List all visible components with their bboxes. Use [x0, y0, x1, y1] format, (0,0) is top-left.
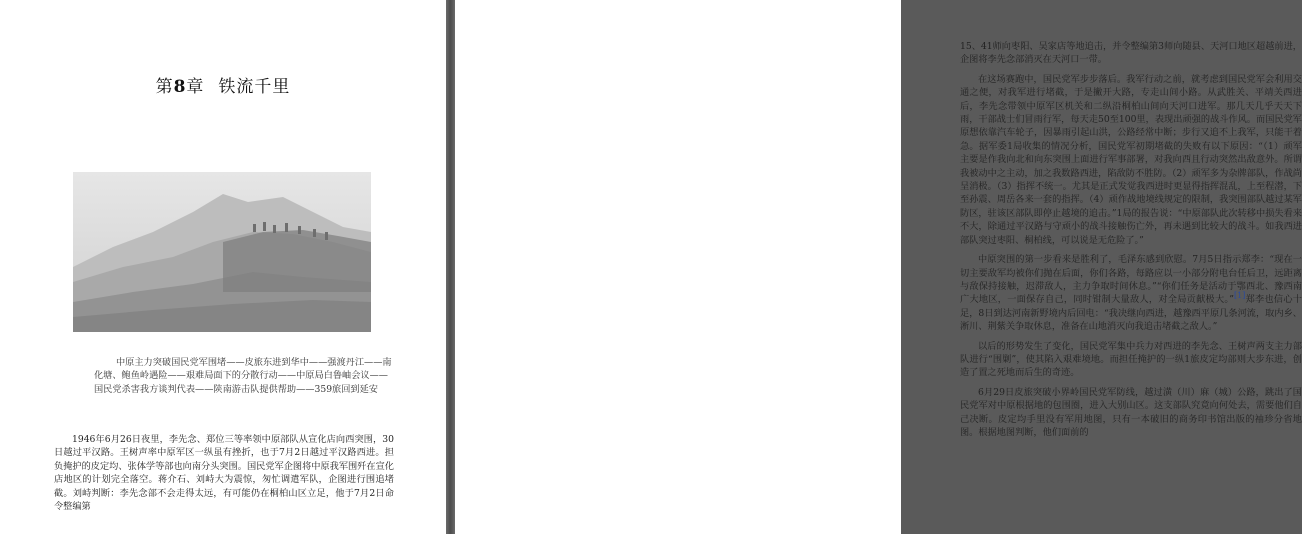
paragraph-text: 郑李也信心十足，8日到达河南新野境内后回电：“我决继向西进，越豫西平原几条河流，取内乡、淅川、荆紫关争取休息，准备在山地消灭向我追击堵截之敌人。”	[960, 294, 1302, 333]
right-page	[455, 0, 1302, 534]
chapter-number: 8	[173, 77, 187, 97]
chapter-title	[0, 72, 446, 97]
footnote-marker[interactable]: [1]	[1233, 291, 1246, 301]
chapter-name: 铁流千里	[218, 77, 291, 97]
paragraph: 以后的形势发生了变化，国民党军集中兵力对西进的李先念、王树声两支主力部队进行“围剿”，使其陷入艰难境地。而担任掩护的一纵1旅皮定均部则大步东进，创造了置之死地而后生的奇迹。	[960, 340, 1302, 379]
left-body-text	[54, 433, 394, 519]
paragraph: 在这场赛跑中，国民党军步步落后。我军行动之前，就考虑到国民党军会利用交通之便，对我军进行堵截，于是撇开大路，专走山间小路。从武胜关、平靖关西进后，李先念带领中原军区机关和二纵沿桐柏山间向天河口进军。那几天几乎天天下雨，干部战士们冒雨行军，每天走50至100里，表现出顽强的战斗作风。而国民党军原想依靠汽车轮子，因暴雨引起山洪，公路经常中断；步行又追不上我军，只能干着急。据军委1局收集的情况分析，国民党军初期堵截的失败有以下原因：“（1）顽军主要是作我向北和向东突围上面进行军事部署，对我向西且行动突然出敌意外。所谓我被动中之主动，加之我数路西进，陷敌防不胜防。（2）顽军多为杂牌部队，作战尚呈消极。（3）指挥不统一。尤其是正式发觉我西进时更显得指挥混乱，上至程潜，下至孙震、周岳各来一套的指挥。（4）顽作战地境线规定的限制，我突围部队越过某军防区，驻该区部队即停止越境的追击。”1局的报告说：“中原部队此次转移中损失看来不大，除通过平汉路与守顽小的战斗接触伤亡外，再未遇到比较大的战斗。如我西进部队突过枣阳、桐柏线，可以说是无危险了。”	[960, 73, 1302, 246]
paragraph-text: 中原突围的第一步看来是胜利了，毛泽东感到欣慰。7月5日指示郑李：“现在一切主要敌军均被你们抛在后面，你们各路，每路应以一小部分附电台任后卫，远距离与敌保持接触，迟滞敌人，主力争取时间休息。”“你们任务是活动于鄂西北、豫西南广大地区，一面保存自己，同时钳制大量敌人，对全局贡献极大。”	[960, 254, 1302, 306]
page-spine	[446, 0, 455, 534]
paragraph	[960, 253, 1302, 333]
chapter-number-prefix: 第	[155, 77, 174, 97]
right-body-text	[960, 40, 1302, 445]
left-page	[0, 0, 446, 534]
paragraph: 15、41师向枣阳、吴家店等地追击，并令整编第3师向随县、天河口地区超越前进，企图将李先念部消灭在天河口一带。	[960, 41, 1302, 66]
chapter-number-suffix: 章	[186, 77, 205, 97]
chapter-photo	[73, 172, 371, 332]
paragraph: 1946年6月26日夜里，李先念、郑位三等率领中原部队从宣化店向西突围，30日越过平汉路。王树声率中原军区一纵虽有挫折，也于7月2日越过平汉路西进。担负掩护的皮定均、张体学等部也向南分头突围。国民党军企图将中原我军围歼在宣化店地区的计划完全落空。蒋介石、刘峙大为震惊，匆忙调遣军队，企图进行围追堵截。刘峙判断：李先念部不会走得太远，有可能仍在桐柏山区立足，他于7月2日命令整编第	[54, 434, 394, 513]
mountain-troops-illustration	[73, 172, 371, 332]
chapter-summary-caption: 中原主力突破国民党军围堵——皮旅东进到华中——强渡丹江——南化塘、鲍鱼岭遇险——艰难局面下的分散行动——中原局白鲁岫会议——国民党杀害我方谈判代表——陕南游击队提供帮助——359旅回到延安	[94, 357, 392, 395]
paragraph: 6月29日皮旅突破小界岭国民党军防线，越过潢（川）麻（城）公路，跳出了国民党军对中原根据地的包围圈，进入大别山区。这支部队究竟向何处去，需要他们自己决断。皮定均手里没有军用地图，只有一本破旧的商务印书馆出版的袖珍分省地图。根据地图判断，他们面前的	[960, 386, 1302, 438]
